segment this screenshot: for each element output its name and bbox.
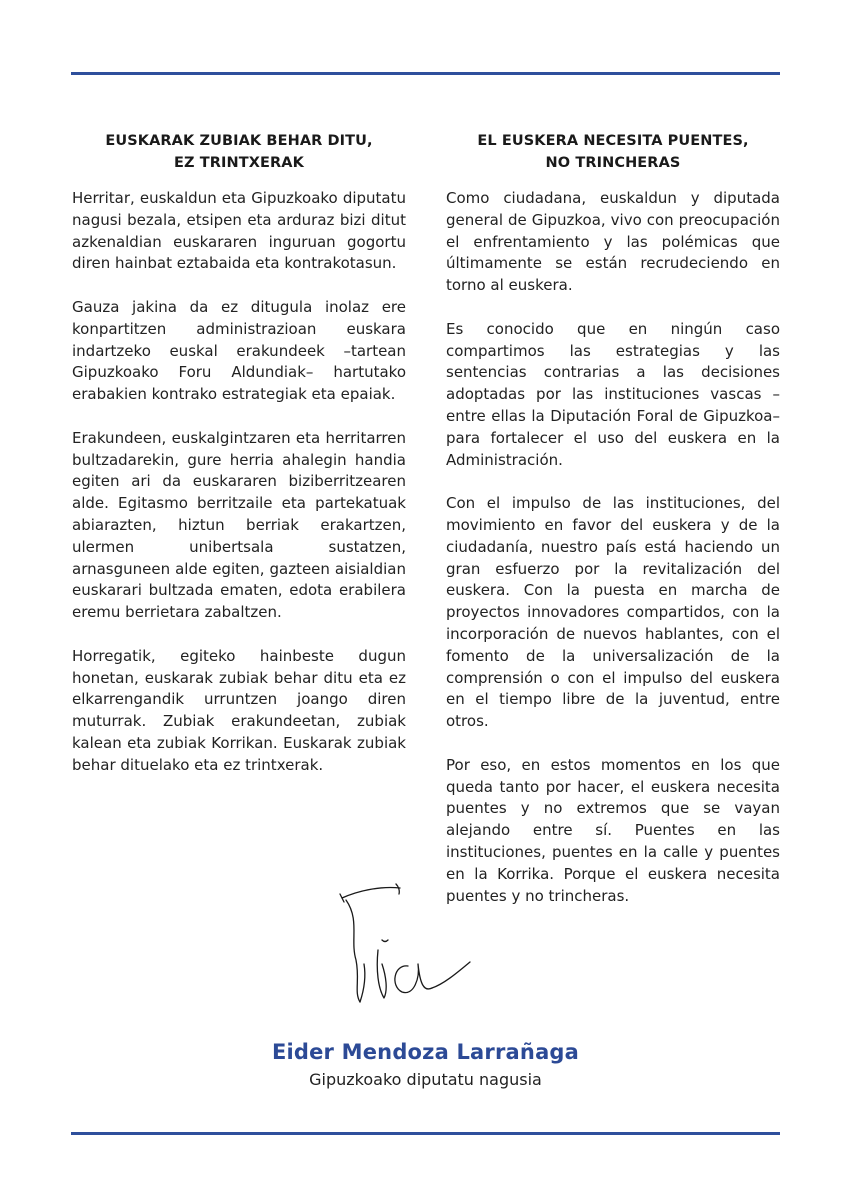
spanish-paragraph: Con el impulso de las instituciones, del movimiento en favor del euskera y de la ciudadanía, nuestro país está haciendo un gran esfuerzo por la revitalización del euskera. Con la puesta en marcha de proyectos innovadores compartidos, con la incorporación de nuevos hablantes, con el fomento de la universalización de la comprensión o con el impulso del euskera en el tiempo libre de la juventud, entre otros. [446,494,780,731]
spanish-title [446,130,780,174]
spanish-paragraph: Es conocido que en ningún caso compartimos las estrategias y las sentencias contrarias a las decisiones adoptadas por las instituciones vascas –entre ellas la Diputación Foral de Gipuzkoa– para fortalecer el uso del euskera en la Administración. [446,319,780,469]
basque-paragraph: Horregatik, egiteko hainbeste dugun honetan, euskarak zubiak behar ditu eta ez elkarrengandik urruntzen joango diren muturrak. Zubiak erakundeetan, zubiak kalean eta zubiak Korrikan. Euskarak zubiak behar dituelako eta ez trintxerak. [72,646,406,774]
basque-paragraph: Herritar, euskaldun eta Gipuzkoako diputatu nagusi bezala, etsipen eta arduraz bizi ditut azkenaldian euskararen inguruan gogortu diren hainbat eztabaida eta kontrakotasun. [72,189,406,273]
spanish-title-line1: EL EUSKERA NECESITA PUENTES, [477,133,749,149]
basque-title-line1: EUSKARAK ZUBIAK BEHAR DITU, [105,133,373,149]
spanish-column [446,130,780,929]
basque-paragraph: Erakundeen, euskalgintzaren eta herritarren bultzadarekin, gure herria ahalegin handia egiten ari da euskararen biziberritzearen alde. Egitasmo berritzaile eta partekatuak abiarazten, hiztun berriak erakartzen, ulermen unibertsala sustatzen, arnasguneen alde egiten, gazteen aisialdian euskarari bultzada ematen, edota erabilera eremu berrietara zabaltzen. [72,428,406,622]
top-divider [71,72,780,75]
basque-title [72,130,406,174]
basque-title-line2: EZ TRINTXERAK [174,155,304,171]
bottom-divider [71,1132,780,1135]
basque-paragraph: Gauza jakina da ez ditugula inolaz ere konpartitzen administrazioan euskara indartzeko euskal erakundeek –tartean Gipuzkoako Foru Aldundiak– hartutako erabakien kontrako estrategiak eta epaiak. [72,297,406,404]
signer-name: Eider Mendoza Larrañaga [271,1040,580,1064]
signer-role: Gipuzkoako diputatu nagusia [309,1070,542,1089]
spanish-paragraph: Por eso, en estos momentos en los que queda tanto por hacer, el euskera necesita puentes y no extremos que se vayan alejando entre sí. Puentes en las instituciones, puentes en la calle y puentes en la Korrika. Porque el euskera necesita puentes y no trincheras. [446,755,780,905]
spanish-title-line2: NO TRINCHERAS [545,155,681,171]
signature-block [0,870,851,1100]
spanish-paragraph: Como ciudadana, euskaldun y diputada general de Gipuzkoa, vivo con preocupación el enfrentamiento y las polémicas que últimamente se están recrudeciendo en torno al euskera. [446,189,780,295]
handwritten-signature-icon [320,880,480,1030]
basque-column [72,130,406,798]
